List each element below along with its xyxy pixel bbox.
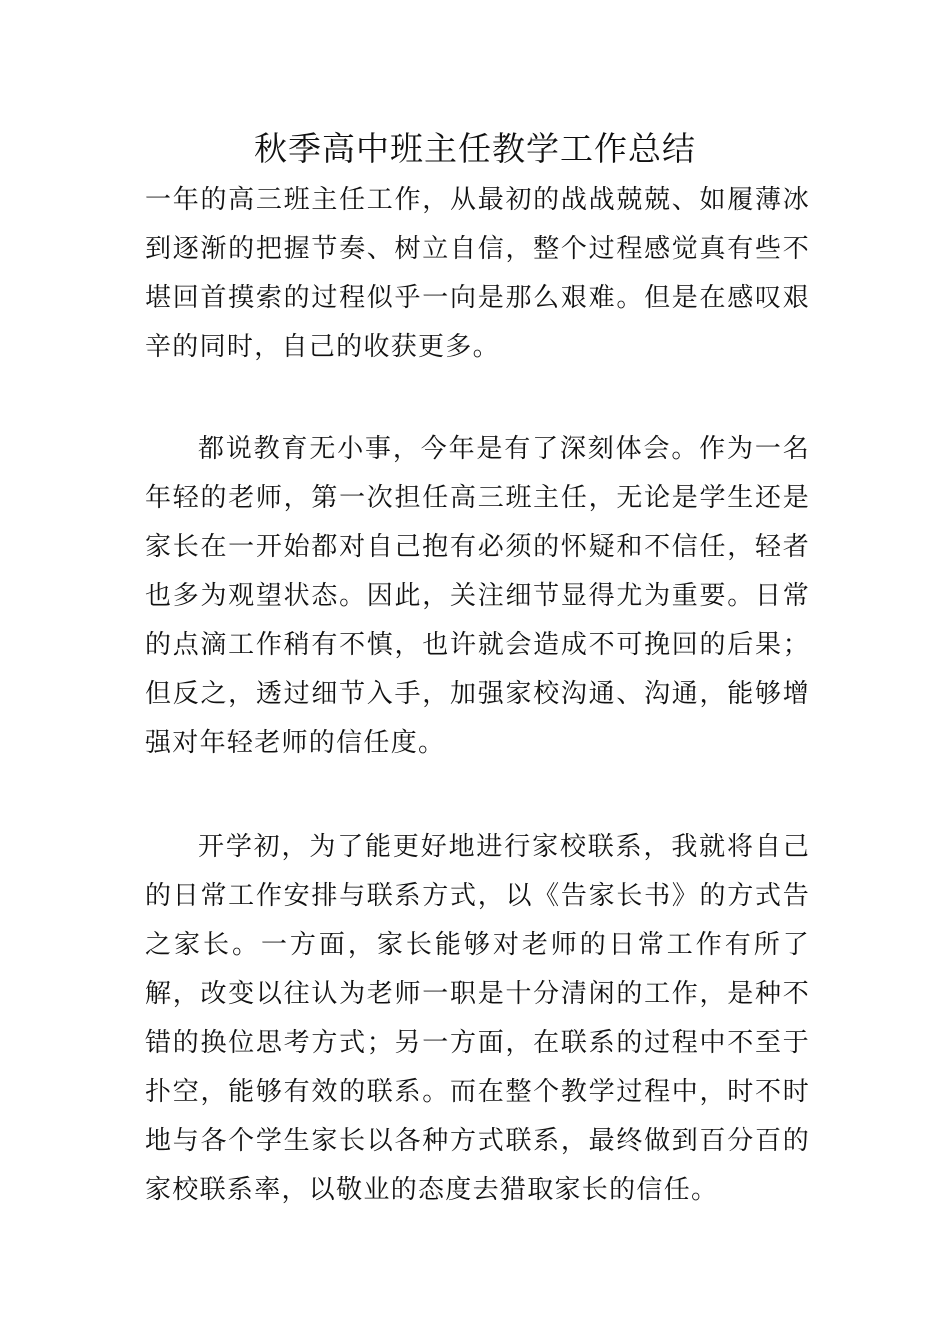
paragraph-2: 都说教育无小事，今年是有了深刻体会。作为一名年轻的老师，第一次担任高三班主任，无论是学生还是家长在一开始都对自己抱有必须的怀疑和不信任，轻者也多为观望状态。因此，关注细节显得尤为重要。日常的点滴工作稍有不慎，也许就会造成不可挽回的后果；但反之，透过细节入手，加强家校沟通、沟通，能够增强对年轻老师的信任度。 [145,434,810,758]
document-title: 秋季高中班主任教学工作总结 [254,129,696,168]
paragraph-1: 一年的高三班主任工作，从最初的战战兢兢、如履薄冰到逐渐的把握节奏、树立自信，整个过程感觉真有些不堪回首摸索的过程似乎一向是那么艰难。但是在感叹艰辛的同时，自己的收获更多。 [145,185,810,362]
paragraph-3: 开学初，为了能更好地进行家校联系，我就将自己的日常工作安排与联系方式，以《告家长书》的方式告之家长。一方面，家长能够对老师的日常工作有所了解，改变以往认为老师一职是十分清闲的工作，是种不错的换位思考方式；另一方面，在联系的过程中不至于扑空，能够有效的联系。而在整个教学过程中，时不时地与各个学生家长以各种方式联系，最终做到百分百的家校联系率，以敬业的态度去猎取家长的信任。 [145,832,810,1205]
